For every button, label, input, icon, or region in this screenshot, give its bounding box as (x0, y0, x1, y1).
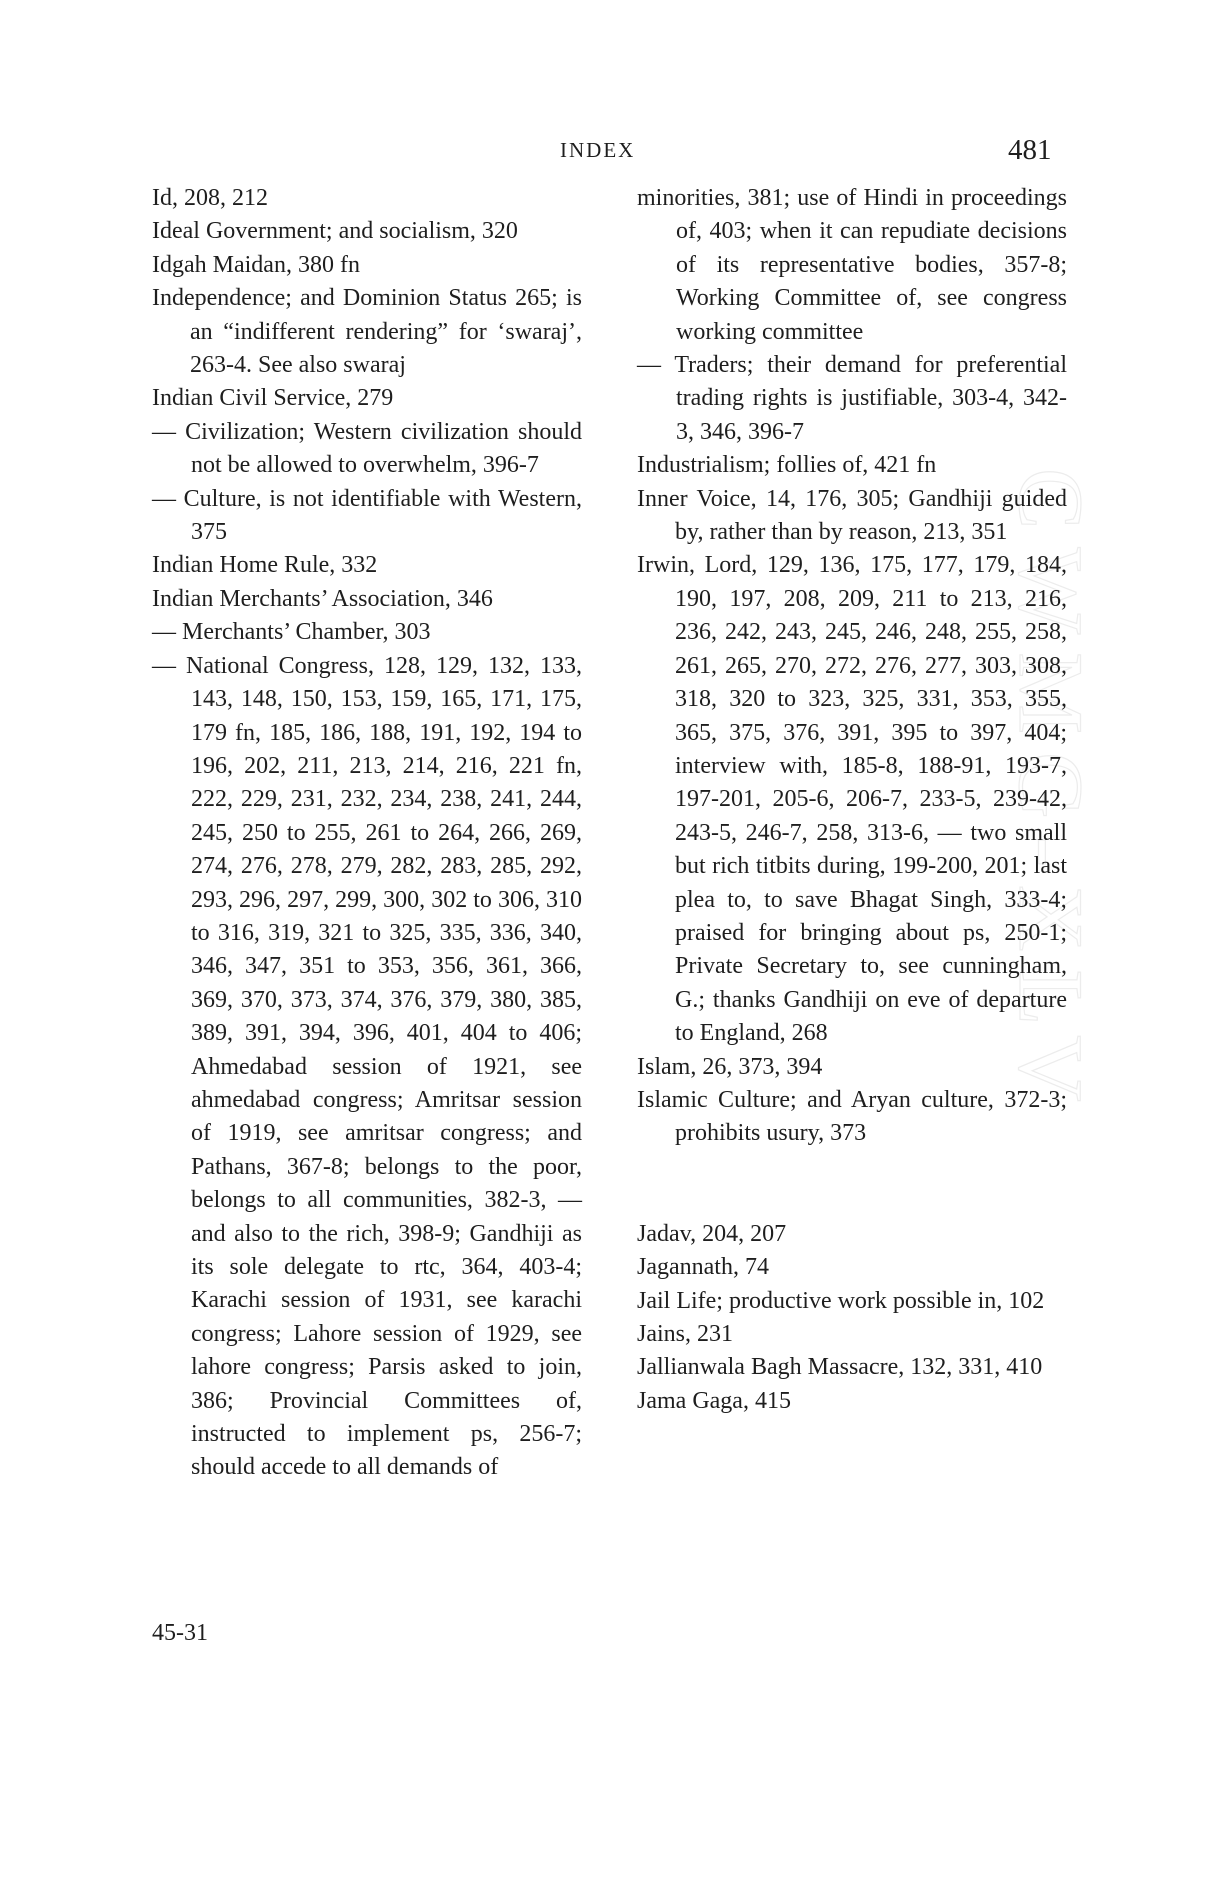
index-subentry: — Traders; their demand for preferential trading rights is justifiable, 303-4, 342-3, 346, 396-7 (637, 352, 1067, 445)
index-entry: Indian Merchants’ Association, 346 (152, 585, 493, 612)
page-number: 481 (1008, 134, 1052, 166)
index-subentry: — Merchants’ Chamber, 303 (152, 619, 431, 646)
index-entry: Id, 208, 212 (152, 185, 268, 211)
index-subentry: — Civilization; Western civilization should not be allowed to overwhelm, 396-7 (152, 418, 582, 479)
index-entry: Indian Home Rule, 332 (152, 552, 378, 579)
index-entry: Jama Gaga, 415 (637, 1387, 791, 1414)
index-entry: Islam, 26, 373, 394 (637, 1053, 823, 1080)
index-entry: Independence; and Dominion Status 265; is an “indifferent rendering” for ‘swaraj’, 263-4. See also swaraj (152, 285, 582, 379)
index-column-left (152, 182, 582, 1485)
signature-mark: 45-31 (152, 1620, 208, 1646)
watermark: CWMG-XLV (1000, 468, 1102, 1120)
index-entry: Jail Life; productive work possible in, 102 (637, 1287, 1045, 1314)
index-entry: Jains, 231 (637, 1321, 733, 1347)
index-entry: Jadav, 204, 207 (637, 1220, 787, 1247)
index-entry: Irwin, Lord, 129, 136, 175, 177, 179, 184, 190, 197, 208, 209, 211 to 213, 216, 236, 242, 243, 245, 246, 248, 255, 258, 261, 265, 270, 272, 276, 277, 303, 308, 318, 320 to 323, 325, 331, 353, 355, 365, 375, 376, 391, 395 to 397, 404; interview with, 185-8, 188-91, 193-7, 197-201, 205-6, 206-7, 233-5, 239-42, 243-5, 246-7, 258, 313-6, — two small but rich titbits during, 199-200, 201; last plea to, to save Bhagat Singh, 333-4; praised for bringing about ps, 250-1; Private Secretary to, see cunningham, G.; thanks Gandhiji on eve of departure to England, 268 (637, 552, 1067, 1047)
index-column-right (637, 182, 1067, 1418)
index-entry: Jallianwala Bagh Massacre, 132, 331, 410 (637, 1354, 1043, 1381)
running-head (0, 134, 1229, 174)
index-subentry: minorities, 381; use of Hindi in proceedings of, 403; when it can repudiate decisions of its representative bodies, 357-8; Working Committee of, see congress working committee (637, 185, 1067, 345)
index-letter-gap (637, 1151, 1067, 1218)
running-head-title: INDEX (560, 138, 636, 162)
index-subentry: — Culture, is not identifiable with Western, 375 (152, 485, 582, 546)
index-entry: Inner Voice, 14, 176, 305; Gandhiji guided by, rather than by reason, 213, 351 (637, 485, 1067, 546)
index-entry: Ideal Government; and socialism, 320 (152, 218, 518, 245)
index-entry: Islamic Culture; and Aryan culture, 372-3; prohibits usury, 373 (637, 1086, 1067, 1147)
index-entry: Indian Civil Service, 279 (152, 385, 394, 412)
index-subentry: — National Congress, 128, 129, 132, 133, 143, 148, 150, 153, 159, 165, 171, 175, 179 fn, 185, 186, 188, 191, 192, 194 to 196, 202, 211, 213, 214, 216, 221 fn, 222, 229, 231, 232, 234, 238, 241, 244, 245, 250 to 255, 261 to 264, 266, 269, 274, 276, 278, 279, 282, 283, 285, 292, 293, 296, 297, 299, 300, 302 to 306, 310 to 316, 319, 321 to 325, 335, 336, 340, 346, 347, 351 to 353, 356, 361, 366, 369, 370, 373, 374, 376, 379, 380, 385, 389, 391, 394, 396, 401, 404 to 406; Ahmedabad session of 1921, see ahmedabad congress; Amritsar session of 1919, see amritsar congress; and Pathans, 367-8; belongs to the poor, belongs to all communities, 382-3, — and also to the rich, 398-9; Gandhiji as its sole delegate to rtc, 364, 403-4; Karachi session of 1931, see karachi congress; Lahore session of 1929, see lahore congress; Parsis asked to join, 386; Provincial Committees of, instructed to implement ps, 256-7; should accede to all demands of (152, 652, 582, 1481)
index-entry: Idgah Maidan, 380 fn (152, 251, 360, 278)
index-entry: Jagannath, 74 (637, 1254, 769, 1281)
index-entry: Industrialism; follies of, 421 fn (637, 452, 937, 479)
